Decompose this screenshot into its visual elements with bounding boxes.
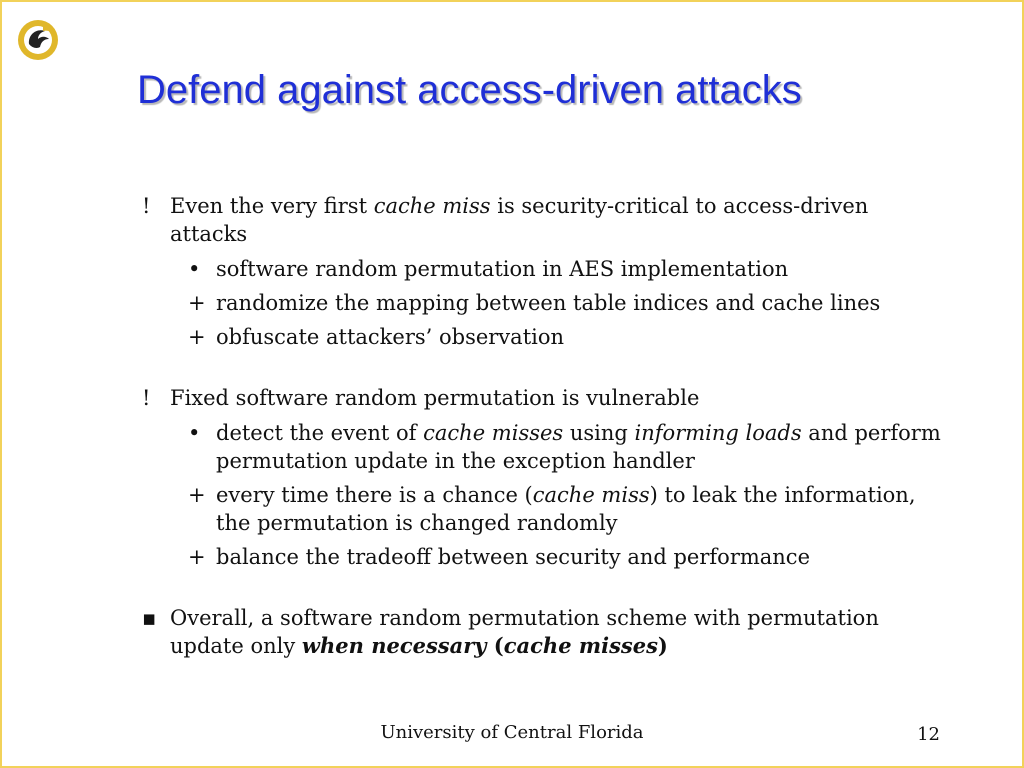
sub-bullet-1-3: + obfuscate attackers’ observation — [188, 325, 565, 349]
sub-bullet-marker: • — [188, 257, 201, 281]
sub-bullet-2-1: • detect the event of cache misses using informing loads and perform permutation update in the exception handler — [188, 421, 941, 473]
bullet-3: ▪ Overall, a software random permutation scheme with permutation update only when necessary (cache misses) — [142, 606, 879, 658]
sub-bullet-1-1: • software random permutation in AES implementation — [188, 257, 789, 281]
bullet-marker: ! — [142, 386, 151, 410]
sub-bullet-2-3: + balance the tradeoff between security and performance — [188, 545, 810, 569]
sub-bullet-marker: + — [188, 291, 206, 315]
bullet-marker: ! — [142, 194, 151, 218]
footer-institution: University of Central Florida — [380, 722, 644, 743]
bullet-1: ! Even the very first cache miss is security-critical to access-driven attacks — [142, 194, 869, 246]
sub-bullet-marker: + — [188, 325, 206, 349]
slide-body — [142, 192, 942, 660]
frame-left-border — [0, 0, 2, 768]
sub-bullet-marker: • — [188, 421, 201, 445]
sub-bullet-marker: + — [188, 545, 206, 569]
sub-bullet-1-2: + randomize the mapping between table indices and cache lines — [188, 291, 881, 315]
sub-bullet-2-2: + every time there is a chance (cache miss) to leak the information, the permutation is changed randomly — [188, 483, 916, 535]
sub-bullet-marker: + — [188, 483, 206, 507]
pegasus-logo-icon — [16, 18, 60, 62]
slide-title: Defend against access-driven attacks — [137, 68, 802, 112]
bullet-marker: ▪ — [142, 606, 157, 630]
page-number: 12 — [917, 724, 940, 745]
bullet-2: ! Fixed software random permutation is vulnerable — [142, 386, 700, 410]
frame-top-border — [0, 0, 1024, 2]
